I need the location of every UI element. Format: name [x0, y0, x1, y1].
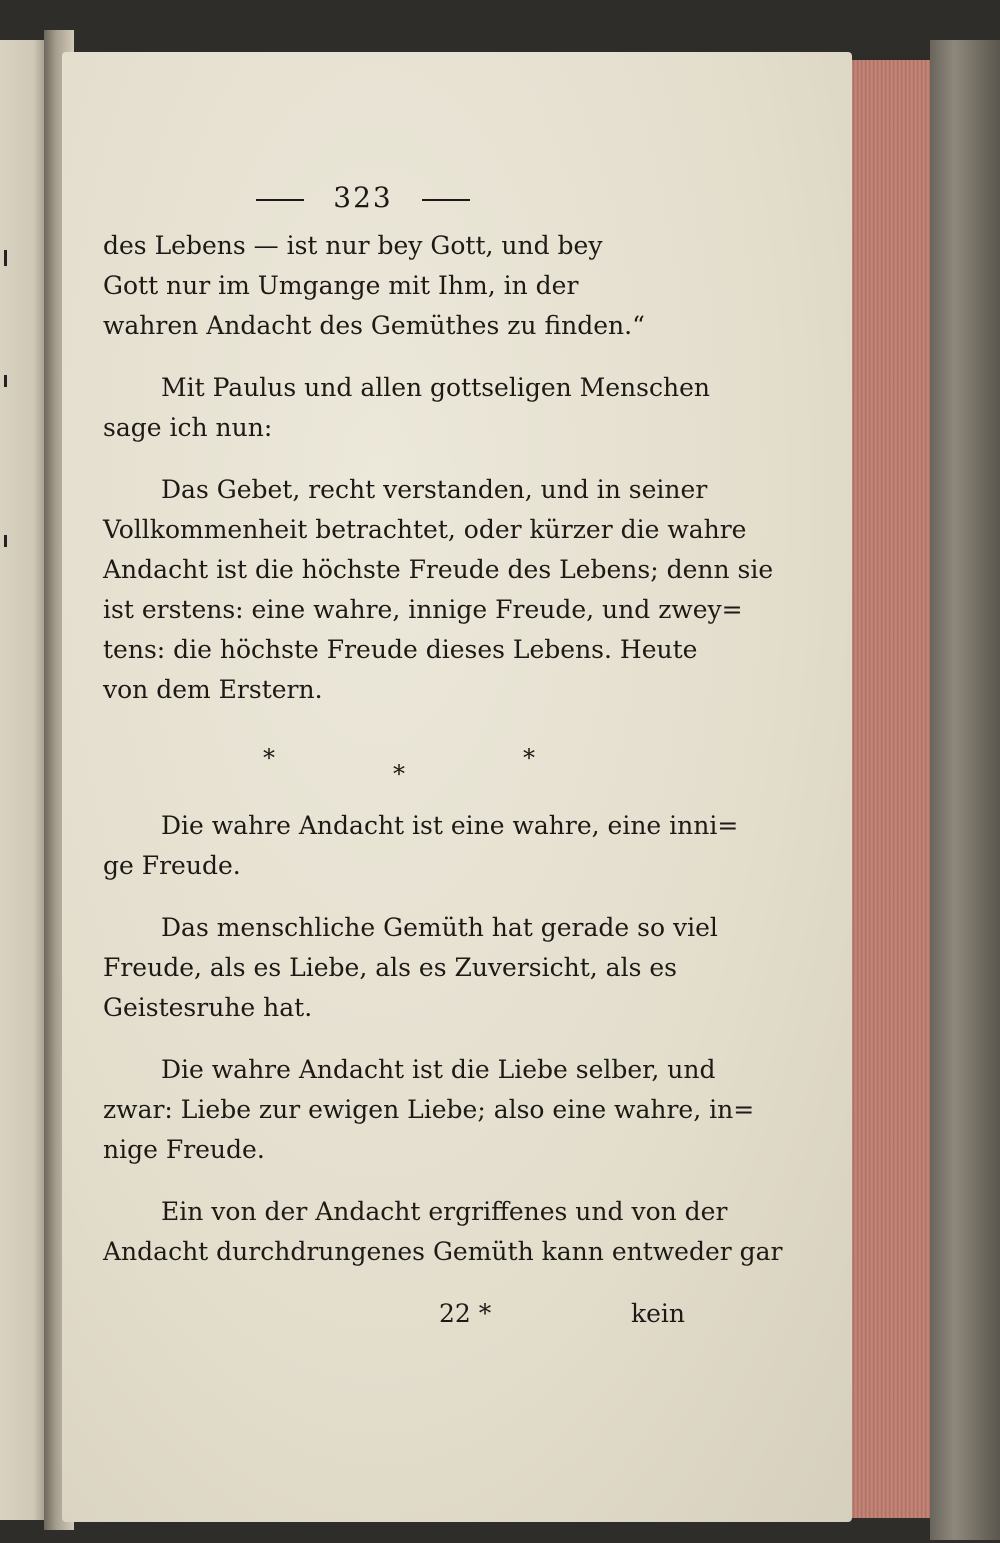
text-line: zwar: Liebe zur ewigen Liebe; also eine wahre, in=: [103, 1095, 755, 1124]
catchword: kein: [630, 1299, 685, 1328]
text-line: Mit Paulus und allen gottseligen Menschen: [161, 373, 710, 402]
text-line: Andacht ist die höchste Freude des Lebens; denn sie: [103, 555, 774, 584]
facing-page-edge: [0, 40, 48, 1520]
facing-page-letter-fragment: [4, 250, 7, 266]
text-line: sage ich nun:: [103, 413, 273, 442]
text-line: wahren Andacht des Gemüthes zu finden.“: [103, 311, 645, 340]
paragraph: [103, 1050, 755, 1170]
text-line: Die wahre Andacht ist die Liebe selber, und: [161, 1055, 716, 1084]
text-line: Vollkommenheit betrachtet, oder kürzer die wahre: [103, 515, 747, 544]
section-separator: [103, 732, 723, 792]
text-line: ist erstens: eine wahre, innige Freude, und zwey=: [103, 595, 743, 624]
page-block-edge: [848, 60, 942, 1518]
text-line: Andacht durchdrungenes Gemüth kann entweder gar: [103, 1237, 783, 1266]
text-line: Ein von der Andacht ergriffenes und von der: [161, 1197, 728, 1226]
facing-page-letter-fragment: [4, 375, 7, 387]
separator-asterisk: *: [523, 744, 535, 772]
page-text: [103, 170, 783, 1338]
paragraph: [103, 470, 774, 710]
header-dash-right: [422, 199, 470, 201]
text-line: nige Freude.: [103, 1135, 265, 1164]
text-line: Das menschliche Gemüth hat gerade so viel: [161, 913, 718, 942]
text-line: Freude, als es Liebe, als es Zuversicht, als es: [103, 953, 677, 982]
facing-page-letter-fragment: [4, 535, 7, 547]
text-line: des Lebens — ist nur bey Gott, und bey: [103, 231, 603, 260]
book-cover-edge: [930, 40, 1000, 1540]
paragraph: [103, 1192, 783, 1272]
text-line: Gott nur im Umgange mit Ihm, in der: [103, 271, 579, 300]
paragraph: [103, 368, 723, 448]
signature-mark: 22 *: [439, 1299, 492, 1328]
separator-asterisk: *: [393, 760, 405, 788]
text-line: von dem Erstern.: [103, 675, 323, 704]
page-footer: [103, 1294, 723, 1338]
page-number: 323: [333, 181, 393, 214]
text-line: Die wahre Andacht ist eine wahre, eine inni=: [161, 811, 739, 840]
text-line: tens: die höchste Freude dieses Lebens. Heute: [103, 635, 698, 664]
text-line: ge Freude.: [103, 851, 241, 880]
text-line: Geistesruhe hat.: [103, 993, 313, 1022]
paragraphs-after-separator: [103, 806, 783, 1272]
paragraph: [103, 908, 723, 1028]
separator-asterisk: *: [263, 744, 275, 772]
paragraph: [103, 226, 723, 346]
page-header: [143, 170, 583, 226]
header-dash-left: [256, 199, 304, 201]
paragraph: [103, 806, 739, 886]
paragraphs-before-separator: [103, 226, 774, 710]
text-line: Das Gebet, recht verstanden, und in seiner: [161, 475, 708, 504]
